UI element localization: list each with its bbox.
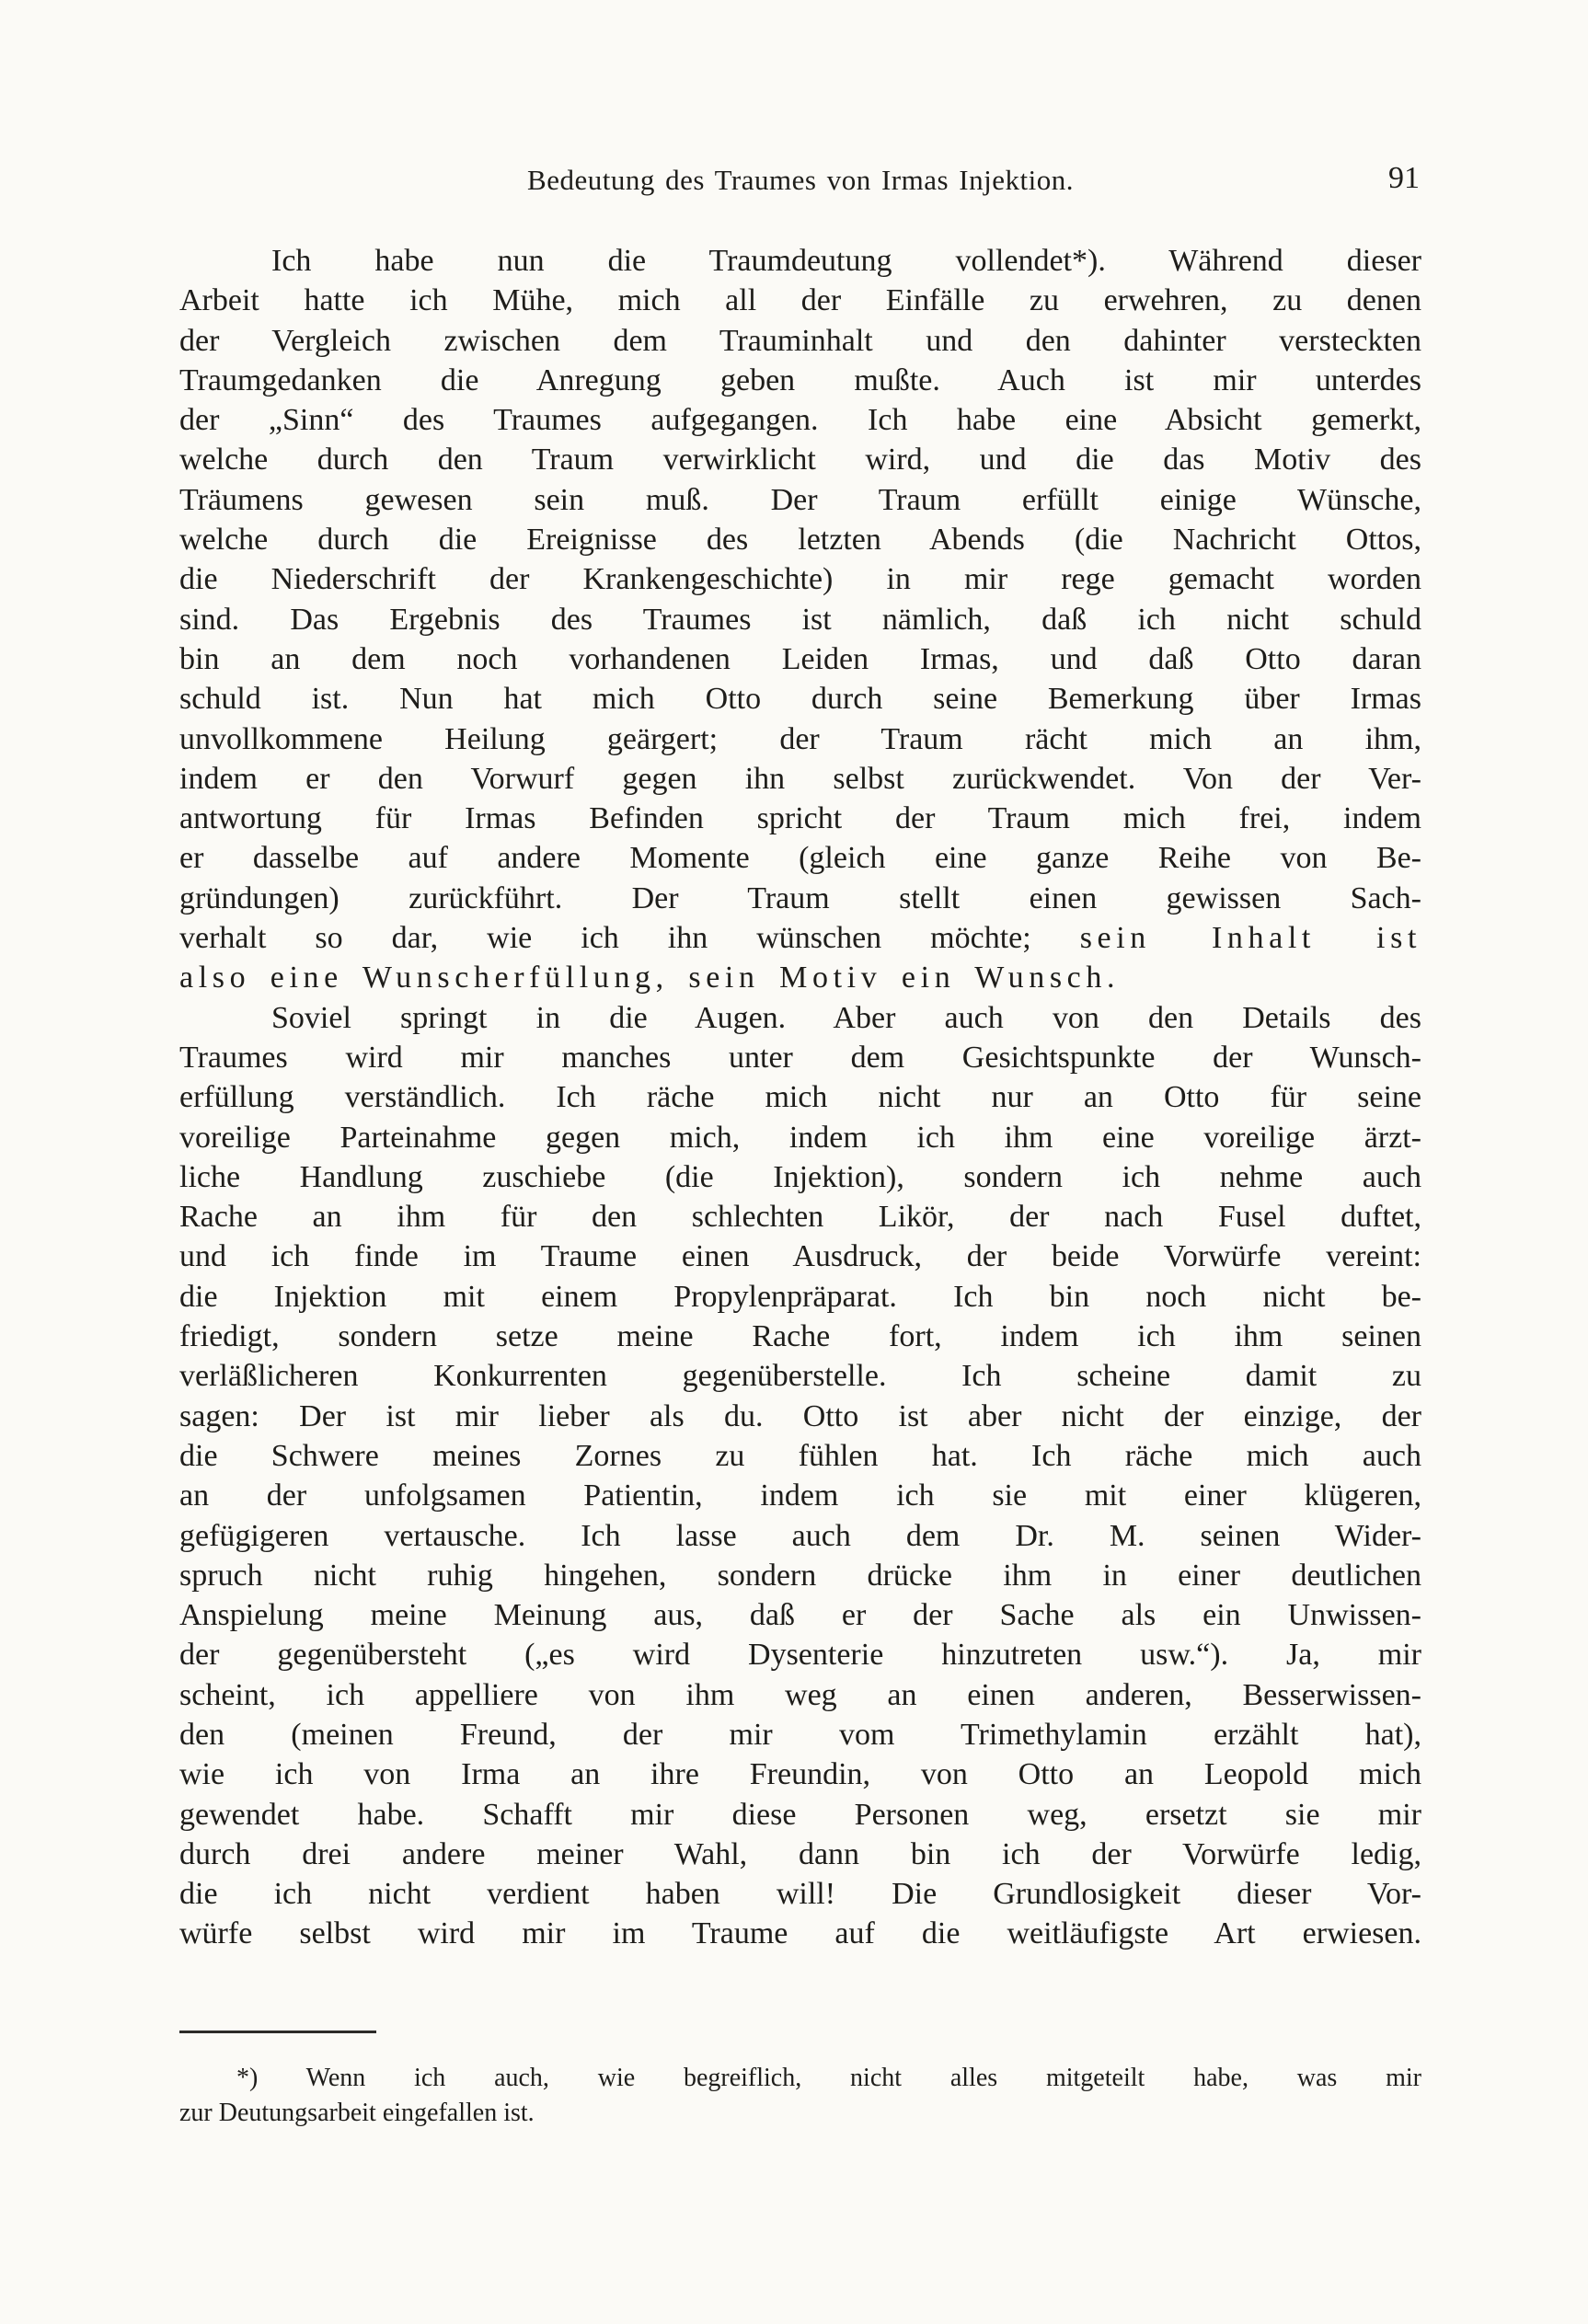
text-line xyxy=(179,1118,1421,1157)
text-segment: gewendet habe. Schafft mir diese Personen weg, ersetzt sie mir xyxy=(179,1797,1421,1832)
text-line xyxy=(179,1157,1421,1197)
text-line xyxy=(179,361,1421,400)
text-segment: voreilige Parteinahme gegen mich, indem ich ihm eine voreilige ärzt- xyxy=(179,1120,1421,1155)
text-segment: verläßlicheren Konkurrenten gegenüberstelle. Ich scheine damit zu xyxy=(179,1359,1421,1394)
text-line xyxy=(179,759,1421,799)
text-line xyxy=(179,1715,1421,1755)
text-line xyxy=(179,1197,1421,1237)
text-segment: unvollkommene Heilung geärgert; der Traum rächt mich an ihm, xyxy=(179,721,1421,756)
text-segment: liche Handlung zuschiebe (die Injektion), sondern ich nehme auch xyxy=(179,1159,1421,1194)
text-line xyxy=(179,321,1421,361)
text-segment: zur Deutungsarbeit eingefallen ist. xyxy=(179,2099,535,2127)
text-line xyxy=(179,1795,1421,1835)
text-line xyxy=(179,1317,1421,1356)
text-segment: gefügigeren vertausche. Ich lasse auch dem Dr. M. seinen Wider- xyxy=(179,1518,1421,1553)
text-segment: durch drei andere meiner Wahl, dann bin ich der Vorwürfe ledig, xyxy=(179,1836,1421,1871)
text-line xyxy=(179,1835,1421,1874)
text-segment: würfe selbst wird mir im Traume auf die weitläufigste Art erwiesen. xyxy=(179,1916,1421,1951)
text-line xyxy=(179,1914,1421,1953)
text-segment: scheint, ich appelliere von ihm weg an einen anderen, Besserwissen- xyxy=(179,1677,1421,1712)
text-segment: verhalt so dar, wie ich ihn wünschen möchte; xyxy=(179,921,1080,956)
text-segment: friedigt, sondern setze meine Rache fort, indem ich ihm seinen xyxy=(179,1319,1421,1354)
text-segment: bin an dem noch vorhandenen Leiden Irmas, und daß Otto daran xyxy=(179,641,1421,676)
text-segment: Soviel springt in die Augen. Aber auch von den Details des xyxy=(271,1000,1421,1035)
text-segment: Anspielung meine Meinung aus, daß er der Sache als ein Unwissen- xyxy=(179,1598,1421,1633)
text-line xyxy=(179,400,1421,440)
text-line xyxy=(179,1476,1421,1515)
text-segment: Träumens gewesen sein muß. Der Traum erfüllt einige Wünsche, xyxy=(179,482,1421,517)
emphasized-text: sein Inhalt ist xyxy=(1079,921,1421,956)
text-segment: die Schwere meines Zornes zu fühlen hat. Ich räche mich auch xyxy=(179,1438,1421,1473)
text-segment: gründungen) zurückführt. Der Traum stellt einen gewissen Sach- xyxy=(179,880,1421,915)
footnote xyxy=(179,2061,1421,2131)
text-line xyxy=(179,679,1421,719)
page-header xyxy=(179,161,1421,206)
text-segment: erfüllung verständlich. Ich räche mich nicht nur an Otto für seine xyxy=(179,1080,1421,1115)
footnote-rule xyxy=(179,2031,376,2033)
text-line xyxy=(179,838,1421,878)
text-segment: indem er den Vorwurf gegen ihn selbst zurückwendet. Von der Ver- xyxy=(179,761,1421,796)
text-line xyxy=(179,520,1421,559)
text-line xyxy=(179,1397,1421,1436)
text-line xyxy=(179,1516,1421,1556)
text-segment: Traumgedanken die Anregung geben mußte. Auch ist mir unterdes xyxy=(179,362,1421,397)
text-line xyxy=(179,639,1421,679)
text-line xyxy=(179,1077,1421,1117)
body-text xyxy=(179,241,1421,1954)
text-segment: und ich finde im Traume einen Ausdruck, der beide Vorwürfe vereint: xyxy=(179,1239,1421,1274)
text-line xyxy=(179,1595,1421,1635)
text-segment: der gegenübersteht („es wird Dysenterie hinzutreten usw.“). Ja, mir xyxy=(179,1638,1421,1673)
text-line xyxy=(179,958,1421,997)
text-segment: welche durch den Traum verwirklicht wird, und die das Motiv des xyxy=(179,443,1421,477)
paragraph xyxy=(179,998,1421,1954)
text-line xyxy=(179,998,1421,1038)
text-segment: die Injektion mit einem Propylenpräparat. Ich bin noch nicht be- xyxy=(179,1279,1421,1314)
text-segment: schuld ist. Nun hat mich Otto durch seine Bemerkung über Irmas xyxy=(179,682,1421,717)
text-segment: wie ich von Irma an ihre Freundin, von Otto an Leopold mich xyxy=(179,1757,1421,1792)
text-segment: Ich habe nun die Traumdeutung vollendet*). Während dieser xyxy=(271,244,1421,278)
text-segment: an der unfolgsamen Patientin, indem ich sie mit einer klügeren, xyxy=(179,1478,1421,1513)
running-title: Bedeutung des Traumes von Irmas Injektion. xyxy=(527,164,1074,196)
text-segment: der Vergleich zwischen dem Trauminhalt und den dahinter versteckten xyxy=(179,323,1421,358)
text-line xyxy=(179,1356,1421,1396)
text-line xyxy=(179,1874,1421,1914)
text-segment: *) Wenn ich auch, wie begreiflich, nicht alles mitgeteilt habe, was mir xyxy=(236,2064,1421,2092)
page-number: 91 xyxy=(1388,161,1420,195)
text-segment: antwortung für Irmas Befinden spricht der Traum mich frei, indem xyxy=(179,801,1421,836)
text-line xyxy=(179,879,1421,918)
text-line xyxy=(179,559,1421,599)
text-line xyxy=(179,719,1421,759)
text-line xyxy=(179,1635,1421,1674)
text-line xyxy=(179,1237,1421,1276)
text-segment: sind. Das Ergebnis des Traumes ist nämlich, daß ich nicht schuld xyxy=(179,602,1421,637)
text-line xyxy=(179,799,1421,838)
text-line xyxy=(179,241,1421,281)
text-line xyxy=(179,1436,1421,1476)
text-line xyxy=(179,1675,1421,1715)
text-segment: der „Sinn“ des Traumes aufgegangen. Ich habe eine Absicht gemerkt, xyxy=(179,403,1421,438)
text-segment: die Niederschrift der Krankengeschichte) in mir rege gemacht worden xyxy=(179,562,1421,597)
text-segment: spruch nicht ruhig hingehen, sondern drücke ihm in einer deutlichen xyxy=(179,1558,1421,1593)
text-line xyxy=(179,918,1421,958)
text-line xyxy=(179,480,1421,520)
text-segment: er dasselbe auf andere Momente (gleich eine ganze Reihe von Be- xyxy=(179,841,1421,876)
text-line xyxy=(179,1038,1421,1077)
text-line xyxy=(179,2096,1421,2131)
text-line xyxy=(179,1755,1421,1794)
emphasized-text: also eine Wunscherfüllung, sein Motiv ein Wunsch. xyxy=(179,961,1121,995)
text-line xyxy=(179,440,1421,479)
text-segment: Arbeit hatte ich Mühe, mich all der Einfälle zu erwehren, zu denen xyxy=(179,283,1421,318)
text-line xyxy=(179,1277,1421,1317)
text-line xyxy=(179,1556,1421,1595)
text-line xyxy=(179,600,1421,639)
text-segment: sagen: Der ist mir lieber als du. Otto ist aber nicht der einzige, der xyxy=(179,1398,1421,1433)
text-line xyxy=(179,281,1421,320)
text-segment: Rache an ihm für den schlechten Likör, der nach Fusel duftet, xyxy=(179,1200,1421,1235)
text-segment: Traumes wird mir manches unter dem Gesichtspunkte der Wunsch- xyxy=(179,1040,1421,1075)
text-segment: die ich nicht verdient haben will! Die Grundlosigkeit dieser Vor- xyxy=(179,1877,1421,1912)
text-segment: den (meinen Freund, der mir vom Trimethylamin erzählt hat), xyxy=(179,1717,1421,1752)
text-line xyxy=(179,2061,1421,2096)
paragraph xyxy=(179,241,1421,998)
text-segment: welche durch die Ereignisse des letzten Abends (die Nachricht Ottos, xyxy=(179,523,1421,558)
